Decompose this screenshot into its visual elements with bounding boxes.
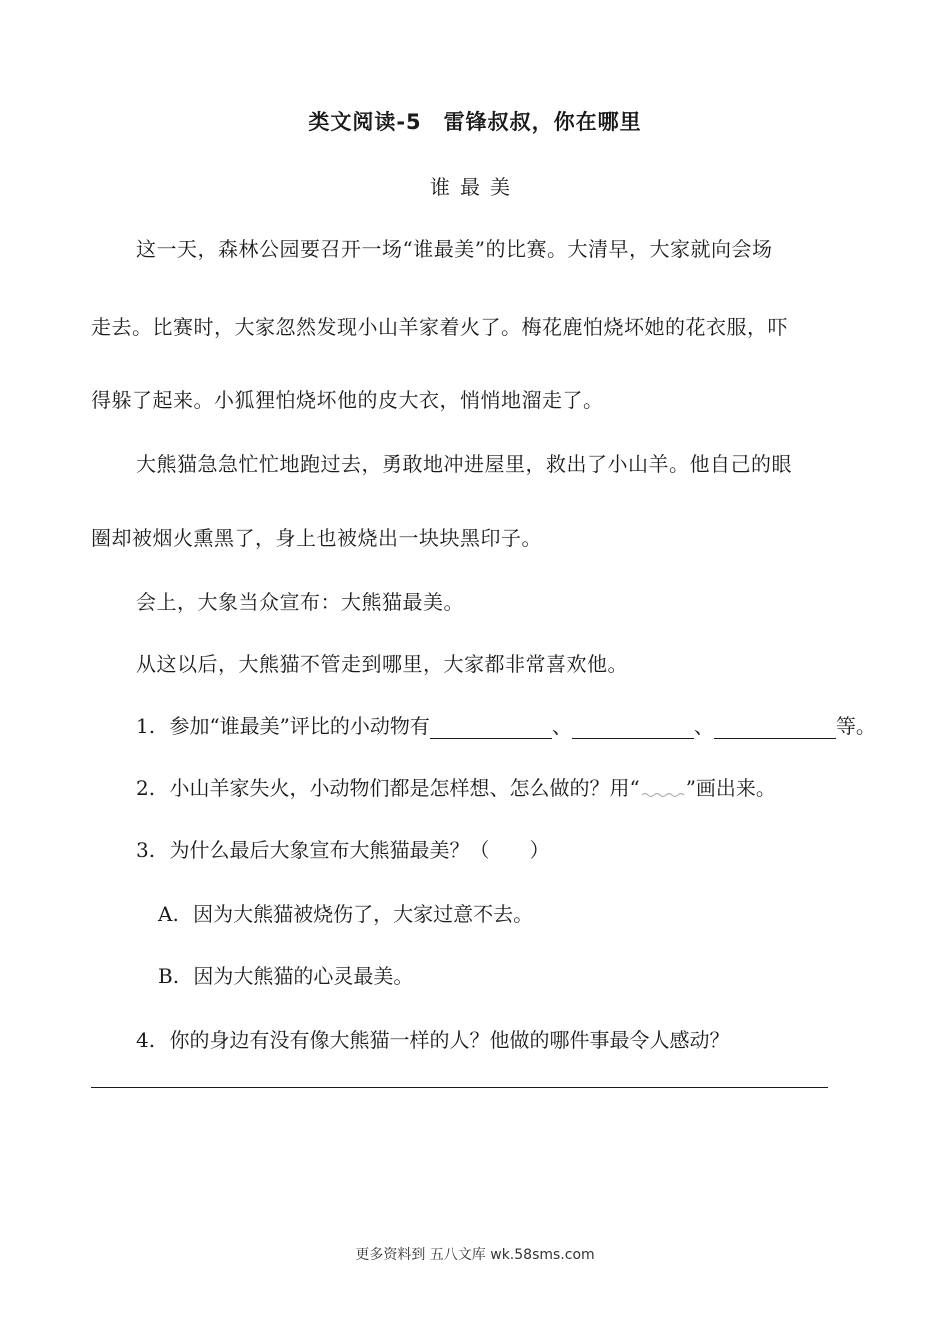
question-2-end: ”画出来。 — [685, 776, 776, 800]
answer-blank-1[interactable] — [430, 716, 552, 739]
option-a[interactable] — [158, 898, 533, 927]
question-1-text: 参加“谁最美”评比的小动物有 — [169, 714, 430, 738]
paragraph-2-line-1: 大熊猫急急忙忙地跑过去，勇敢地冲进屋里，救出了小山羊。他自己的眼 — [136, 452, 792, 476]
option-b-label: B. — [158, 964, 180, 988]
question-3-text: 为什么最后大象宣布大熊猫最美？（ ） — [169, 838, 550, 862]
question-1-end: 等。 — [835, 714, 876, 738]
question-1 — [136, 710, 876, 739]
answer-blank-3[interactable] — [714, 716, 836, 739]
answer-line[interactable] — [91, 1087, 828, 1088]
question-4-text: 你的身边有没有像大熊猫一样的人？他做的哪件事最令人感动？ — [169, 1028, 730, 1052]
paragraph-1-line-3: 得躲了起来。小狐狸怕烧坏他的皮大衣，悄悄地溜走了。 — [91, 388, 604, 412]
page-title: 类文阅读-5 雷锋叔叔，你在哪里 — [308, 110, 642, 134]
answer-blank-2[interactable] — [572, 716, 694, 739]
story-title: 谁最美 — [430, 175, 520, 199]
question-2 — [136, 772, 776, 801]
question-3-number: 3. — [136, 838, 156, 862]
option-b-text: 因为大熊猫的心灵最美。 — [193, 964, 414, 988]
question-2-number: 2. — [136, 776, 156, 800]
option-b[interactable] — [158, 960, 413, 989]
question-3 — [136, 834, 549, 863]
paragraph-4: 从这以后，大熊猫不管走到哪里，大家都非常喜欢他。 — [136, 652, 628, 676]
option-a-text: 因为大熊猫被烧伤了，大家过意不去。 — [193, 902, 534, 926]
paragraph-1-line-1: 这一天，森林公园要召开一场“谁最美”的比赛。大清早，大家就向会场 — [136, 237, 773, 261]
question-1-number: 1. — [136, 714, 156, 738]
blank-separator: 、 — [693, 714, 714, 738]
paragraph-3: 会上，大象当众宣布：大熊猫最美。 — [136, 590, 464, 614]
paragraph-1-line-2: 走去。比赛时，大家忽然发现小山羊家着火了。梅花鹿怕烧坏她的花衣服，吓 — [91, 315, 788, 339]
option-a-label: A. — [158, 902, 179, 926]
footer-link[interactable]: 更多资料到 五八文库 wk.58sms.com — [355, 1247, 595, 1263]
wavy-underline-icon — [640, 780, 686, 800]
paragraph-2-line-2: 圈却被烟火熏黑了，身上也被烧出一块块黑印子。 — [91, 526, 542, 550]
question-4-number: 4. — [136, 1028, 156, 1052]
blank-separator: 、 — [551, 714, 572, 738]
question-2-text: 小山羊家失火，小动物们都是怎样想、怎么做的？用“ — [169, 776, 640, 800]
question-4 — [136, 1024, 729, 1053]
